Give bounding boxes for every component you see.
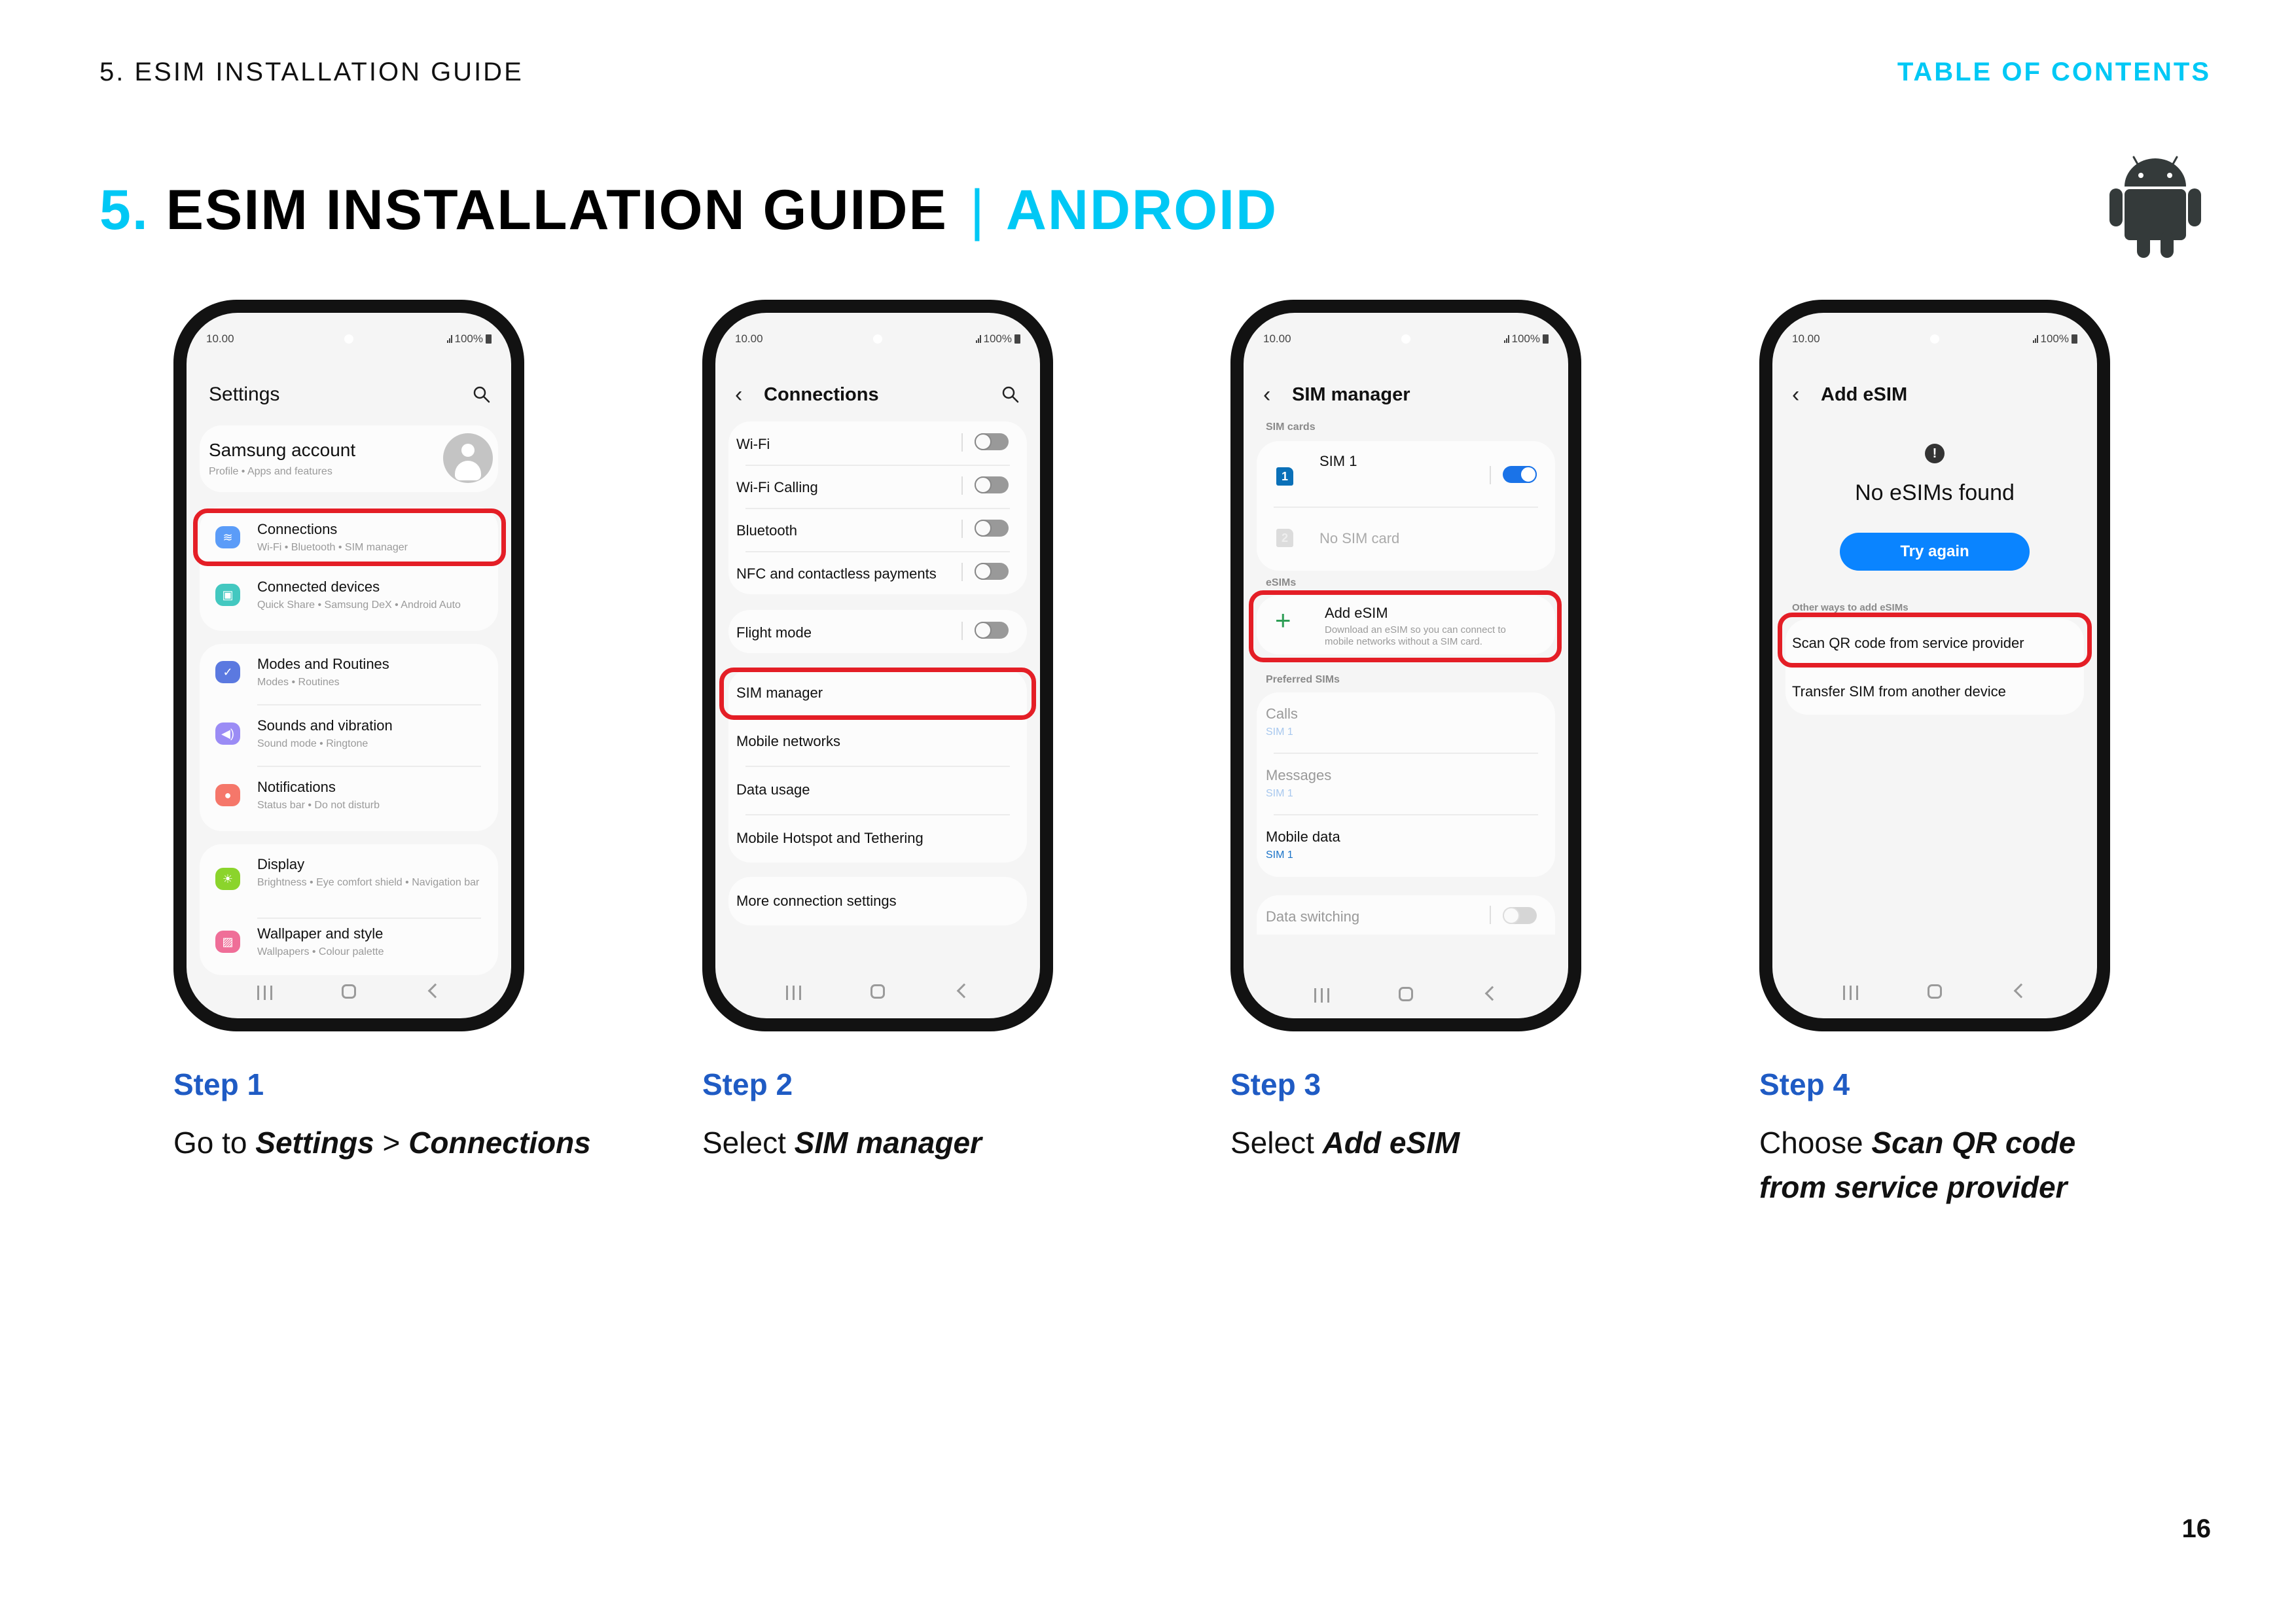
sim-1-icon: 1 [1276,467,1293,486]
navigation-bar [187,980,511,1007]
list-item-nfc[interactable]: NFC and contactless payments [728,551,1027,594]
home-icon[interactable] [870,984,885,999]
step-1 [173,1067,632,1165]
app-bar [1263,378,1549,411]
add-esim-row[interactable]: + Add eSIM Download an eSIM so you can connect to mobile networks without a SIM card. [1257,596,1555,654]
settings-item-wallpaper[interactable]: ▨ Wallpaper and style Wallpapers • Colour palette [200,919,498,975]
screen-title: Add eSIM [1821,383,1908,405]
section-title: ESIM INSTALLATION GUIDE [166,179,948,241]
search-icon[interactable] [1001,385,1020,404]
account-subtitle: Profile • Apps and features [209,466,332,477]
back-arrow-icon[interactable]: ‹ [735,382,743,407]
phone-mockup-settings [173,300,524,1031]
status-bar [206,332,492,351]
home-icon[interactable] [1928,984,1942,999]
preferred-sims-group [1257,692,1555,877]
back-arrow-icon[interactable]: ‹ [1792,382,1800,407]
phone-screen [715,313,1040,1018]
preferred-calls: Calls SIM 1 [1266,705,1298,738]
phone-screen [187,313,511,1018]
back-nav-icon[interactable] [2014,984,2029,999]
connections-toggle-group [728,421,1027,594]
highlight-add-esim [1249,590,1562,662]
samsung-account-card[interactable] [200,425,498,492]
display-icon: ☀ [215,868,240,890]
step-3 [1230,1067,1689,1165]
table-of-contents-link[interactable]: TABLE OF CONTENTS [1897,58,2211,86]
status-bar: 10.00 100% [1792,332,2077,351]
status-bar: 10.00 100% [735,332,1020,351]
scan-qr-code-option[interactable]: Scan QR code from service provider [1792,635,2024,651]
android-robot-icon [2109,153,2201,258]
settings-item-modes-routines[interactable]: ✓ Modes and Routines Modes • Routines [200,644,498,705]
highlight-scan-qr [1778,613,2092,668]
screen-title: Connections [764,383,879,405]
app-bar [206,378,492,411]
step-label: Step 1 [173,1067,264,1101]
sim-1-row[interactable]: 1 SIM 1 [1257,441,1555,507]
title-separator: | [969,179,986,241]
home-icon[interactable] [342,984,356,999]
alert-icon: ! [1925,444,1945,463]
notifications-icon: ● [215,784,240,806]
empty-state-title: No eSIMs found [1855,480,2015,505]
preferred-sims-label: Preferred SIMs [1266,674,1340,685]
battery-icon [486,334,492,344]
step-4 [1759,1067,2126,1209]
sim-1-toggle[interactable] [1503,466,1537,483]
settings-group-3 [200,844,498,975]
step-label: Step 3 [1230,1067,1321,1101]
step-label: Step 4 [1759,1067,1850,1101]
battery-icon [1543,334,1549,344]
recent-apps-icon[interactable] [1843,986,1858,1000]
phone-screen [1244,313,1568,1018]
list-item-data-usage[interactable]: Data usage [736,781,810,798]
signal-icon [447,335,452,343]
recent-apps-icon[interactable] [1314,988,1329,1003]
other-ways-label: Other ways to add eSIMs [1792,602,1909,613]
battery-icon [1014,334,1020,344]
list-item-mobile-networks[interactable]: Mobile networks [736,733,840,749]
settings-item-connected-devices[interactable]: ▣ Connected devices Quick Share • Samsung DeX • Android Auto [200,569,498,631]
settings-item-display[interactable]: ☀ Display Brightness • Eye comfort shield • Navigation bar [200,844,498,918]
list-item-sim-manager[interactable]: SIM manager [736,685,823,701]
step-2 [702,1067,1160,1165]
step-label: Step 2 [702,1067,793,1101]
wifi-calling-toggle[interactable] [975,476,1009,493]
devices-icon: ▣ [215,584,240,606]
app-bar [735,378,1020,411]
sound-icon: ◀) [215,722,240,745]
wifi-toggle[interactable] [975,433,1009,450]
back-arrow-icon[interactable]: ‹ [1263,382,1271,407]
signal-icon [976,335,981,343]
highlight-sim-manager [719,668,1036,720]
sim-cards-label: SIM cards [1266,421,1316,433]
list-item-hotspot[interactable]: Mobile Hotspot and Tethering [736,830,924,846]
screen-title: Settings [209,383,280,405]
settings-item-sounds[interactable]: ◀) Sounds and vibration Sound mode • Ringtone [200,705,498,767]
navigation-bar [715,980,1040,1007]
bluetooth-toggle[interactable] [975,520,1009,537]
app-bar [1792,378,2077,411]
preferred-messages: Messages SIM 1 [1266,767,1332,799]
highlight-connections [193,508,506,566]
platform-name: ANDROID [1005,179,1278,241]
list-item-wifi-calling[interactable]: Wi-Fi Calling [728,465,1027,508]
step-instruction: Go to Settings > Connections [173,1126,591,1160]
signal-icon [2033,335,2038,343]
flight-mode-toggle[interactable] [975,622,1009,639]
list-item-more-connection-settings[interactable]: More connection settings [728,877,1027,925]
phone-mockup-connections [702,300,1053,1031]
signal-icon [1504,335,1509,343]
preferred-mobile-data[interactable]: Mobile data SIM 1 [1266,829,1340,861]
sim-2-icon: 2 [1276,529,1293,547]
list-item-flight-mode[interactable]: Flight mode [728,610,1027,653]
navigation-bar [1772,980,2097,1007]
settings-item-connections[interactable]: ≋ Connections Wi-Fi • Bluetooth • SIM manager [200,507,498,568]
step-instruction: Choose Scan QR code from service provider [1759,1126,2076,1204]
running-header: 5. ESIM INSTALLATION GUIDE [99,58,524,86]
settings-item-notifications[interactable]: ● Notifications Status bar • Do not disturb [200,767,498,829]
data-switching-row[interactable]: Data switching [1257,895,1555,935]
account-title: Samsung account [209,440,356,460]
page-number: 16 [2181,1514,2211,1543]
step-instruction: Select SIM manager [702,1126,982,1160]
recent-apps-icon[interactable] [257,986,272,1000]
esims-label: eSIMs [1266,577,1297,588]
transfer-sim-option[interactable]: Transfer SIM from another device [1792,683,2006,700]
wifi-icon: ≋ [215,526,240,548]
avatar [443,433,493,483]
home-icon[interactable] [1399,987,1413,1001]
battery-icon [2072,334,2077,344]
section-number: 5. [99,179,149,241]
recent-apps-icon[interactable] [786,986,801,1000]
phone-mockup-add-esim [1759,300,2110,1031]
page-title [99,178,1278,243]
back-nav-icon[interactable] [1485,986,1500,1001]
battery-level: 100% [454,332,483,345]
search-icon[interactable] [472,385,492,404]
try-again-button[interactable]: Try again [1840,533,2030,571]
navigation-bar [1244,979,1568,1018]
back-nav-icon[interactable] [428,984,443,999]
back-nav-icon[interactable] [957,984,972,999]
status-time: 10.00 [206,332,234,345]
phone-screen [1772,313,2097,1018]
routines-icon: ✓ [215,661,240,683]
data-switching-toggle[interactable] [1503,907,1537,924]
screen-title: SIM manager [1292,383,1410,405]
wallpaper-icon: ▨ [215,931,240,953]
settings-group-2 [200,644,498,831]
nfc-toggle[interactable] [975,563,1009,580]
plus-icon: + [1275,605,1291,635]
sim-cards-group [1257,441,1555,571]
phone-mockup-sim-manager [1230,300,1581,1031]
status-bar: 10.00 100% [1263,332,1549,351]
sim-2-row: 2 No SIM card [1257,508,1555,571]
list-item-bluetooth[interactable]: Bluetooth [728,508,1027,551]
list-item-wifi[interactable]: Wi-Fi [728,421,1027,465]
step-instruction: Select Add eSIM [1230,1126,1460,1160]
